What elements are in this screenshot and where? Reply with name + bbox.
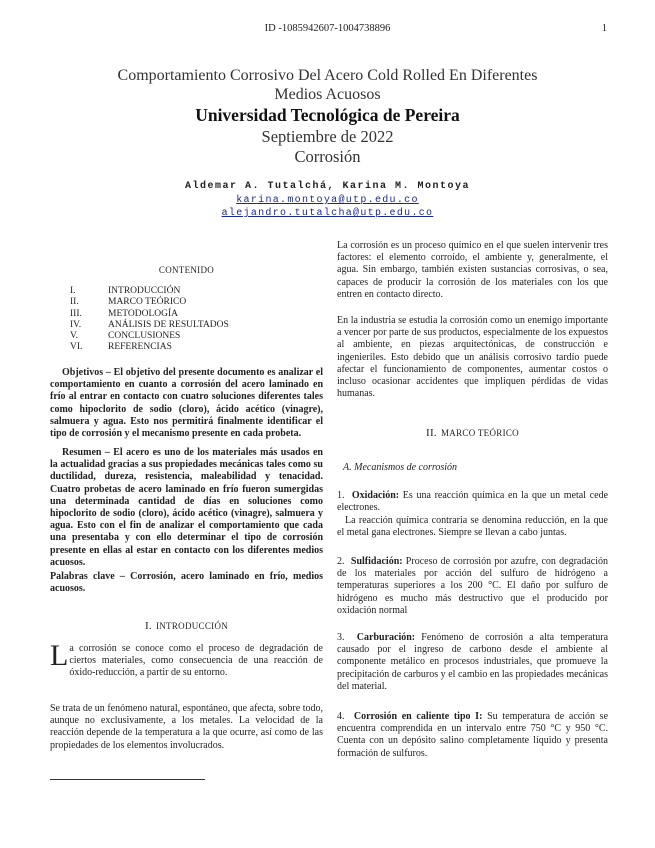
toc-title: CONTENIDO <box>158 265 215 275</box>
section-heading-introduction <box>50 620 323 632</box>
item-number: 1. <box>337 490 345 501</box>
mechanism-sulfidation <box>337 556 608 617</box>
author-email-1[interactable]: karina.montoya@utp.edu.co <box>236 195 419 206</box>
toc-item-number: IV. <box>70 319 82 330</box>
abstract-label: Resumen – <box>62 447 110 458</box>
reduction-paragraph: La reacción química contraria se denomina reducción, en la que el metal gana electrones. Siempre se llevan a cabo juntas. <box>337 515 608 539</box>
mechanism-text: Su temperatura de acción se encuentra comprendida en un intervalo entre 750 °C y 950 °C. Cuenta con un depósito salino completamente líquido y presenta formación de sulfuros. <box>337 711 609 759</box>
mechanism-text: Fenómeno de corrosión a alta temperatura causado por el ingreso de carbono desde el ambiente al componente metálico en procesos industriales, que promueve la precipitación de carburos y el cambio en las propiedades mecánicas del material. <box>337 632 609 692</box>
toc-item-label: METODOLOGÍA <box>108 308 179 319</box>
author-names: Aldemar A. Tutalchá, Karina M. Montoya <box>184 181 471 192</box>
mechanism-label: Carburación: <box>356 632 416 643</box>
mechanism-hot-corrosion <box>337 711 608 760</box>
drop-cap: L <box>50 639 69 672</box>
paper-title-line2: Medios Acuosos <box>274 86 381 103</box>
subsection-heading: A. Mecanismos de corrosión <box>343 462 458 473</box>
toc-item[interactable] <box>70 331 229 342</box>
mechanism-text: Proceso de corrosión por azufre, con degradación de los materiales por acción del sulfuro de hidrógeno a temperaturas superiores a los 200 °C. El daño por sulfuro de hidrógeno es mucho más destructivo que el producido por oxidación normal <box>337 556 608 616</box>
running-header-id: ID -1085942607-1004738896 <box>264 23 391 34</box>
section-title: MARCO TEÓRICO <box>440 428 519 438</box>
mechanism-label: Oxidación: <box>351 490 400 501</box>
toc-item-label: CONCLUSIONES <box>108 331 181 342</box>
item-number: 3. <box>337 632 345 643</box>
toc-item-number: III. <box>70 308 82 319</box>
toc-item[interactable] <box>70 286 229 297</box>
toc-item-label: MARCO TEÓRICO <box>108 297 187 308</box>
section-number: II. <box>426 427 437 439</box>
toc-item-number: VI. <box>70 342 83 353</box>
objectives-paragraph <box>50 367 323 440</box>
paper-topic: Corrosión <box>294 147 361 166</box>
footnote-rule <box>50 779 205 780</box>
intro-text-1: a corrosión se conoce como el proceso de degradación de ciertos materiales, como consecuencia de una reacción de óxido-reducción, a partir de su entorno. <box>69 643 323 679</box>
mechanism-carburation <box>337 632 608 693</box>
objectives-label: Objetivos – <box>62 367 111 378</box>
item-number: 4. <box>337 711 345 722</box>
toc-item-label: INTRODUCCIÓN <box>108 286 181 296</box>
university-name: Universidad Tecnológica de Pereira <box>195 105 460 125</box>
mechanism-text: Es una reacción química en la que un metal cede electrones. <box>337 490 609 514</box>
toc-item-number: II. <box>70 297 79 308</box>
intro-paragraph-1 <box>50 639 323 680</box>
body-paragraph-industry: En la industria se estudia la corrosión como un enemigo importante a vencer por parte de sus productos, especialmente de los expuestos al ambiente, en piezas arquitectónicas, de construcción e ingenieriles. Esto debido que un análisis corrosivo tardío puede afectar el funcionamiento de componentes, aumentar costos o incluso ocasionar accidentes que impliquen pérdidas de vidas humanas. <box>337 315 608 400</box>
toc-item[interactable] <box>70 297 229 308</box>
item-number: 2. <box>337 556 345 567</box>
toc-item[interactable] <box>70 309 229 320</box>
page-number: 1 <box>601 23 607 34</box>
paper-title-line1: Comportamiento Corrosivo Del Acero Cold Rolled En Diferentes <box>117 67 538 84</box>
table-of-contents <box>70 286 229 354</box>
intro-paragraph-2: Se trata de un fenómeno natural, espontáneo, que afecta, sobre todo, aunque no exclusivamente, a los metales. La velocidad de la reacción depende de la temperatura a la que ocurre, así como de las propiedades de los elementos involucrados. <box>50 703 323 751</box>
mechanism-label: Corrosión en caliente tipo I: <box>353 711 483 722</box>
body-paragraph-corrosion-factors: La corrosión es un proceso químico en el que suelen intervenir tres factores: el elemento corroído, el ambiente y, generalmente, el agua. Sin embargo, también existen sustancias corrosivas, o sea, capaces de producir la corrosión de los materiales con los que entren en contacto directo. <box>337 240 608 300</box>
paper-title <box>90 66 565 104</box>
mechanism-label: Sulfidación: <box>350 556 403 567</box>
toc-item-number: V. <box>70 331 79 342</box>
toc-item[interactable] <box>70 342 229 353</box>
author-email-2[interactable]: alejandro.tutalcha@utp.edu.co <box>221 208 434 219</box>
section-heading-marco-teorico <box>337 427 608 439</box>
section-number: I. <box>144 620 152 632</box>
abstract-paragraph <box>50 447 323 569</box>
toc-item[interactable] <box>70 320 229 331</box>
toc-item-number: I. <box>70 286 76 296</box>
keywords-text: Corrosión, acero laminado en frío, medios acuosos. <box>50 571 324 595</box>
abstract-text: El acero es uno de los materiales más usados en la actualidad gracias a sus propiedades mecánicas tales como su ductilidad, dureza, resistencia, maleabilidad y tenacidad. Cuatro probetas de acero laminado en frío fueron sumergidas una determinada cantidad de días en soluciones como hipoclorito de sodio (cloro), ácido acético (vinagre), salmuera y agua. Esto con el fin de analizar el comportamiento que cada una presentaba y con ello determinar el tipo de corrosión presente en ellas al estar en contacto con los diferentes medios acuosos. <box>50 447 323 568</box>
mechanism-oxidation <box>337 490 608 514</box>
section-title: INTRODUCCIÓN <box>155 621 229 631</box>
objectives-text: El objetivo del presente documento es analizar el comportamiento en cuanto a corrosión del acero laminado en frío al entrar en contacto con cuatro soluciones diferentes tales como hipoclorito de sodio (cloro), ácido acético (vinagre), salmuera y agua. Esto nos permitirá finalmente identificar el tipo de corrosión y el mecanismo presente en cada probeta. <box>50 367 324 440</box>
paper-date: Septiembre de 2022 <box>261 127 394 146</box>
keywords-paragraph <box>50 571 323 595</box>
keywords-label: Palabras clave – <box>50 571 125 582</box>
toc-item-label: REFERENCIAS <box>108 342 172 353</box>
toc-item-label: ANÁLISIS DE RESULTADOS <box>108 319 229 330</box>
